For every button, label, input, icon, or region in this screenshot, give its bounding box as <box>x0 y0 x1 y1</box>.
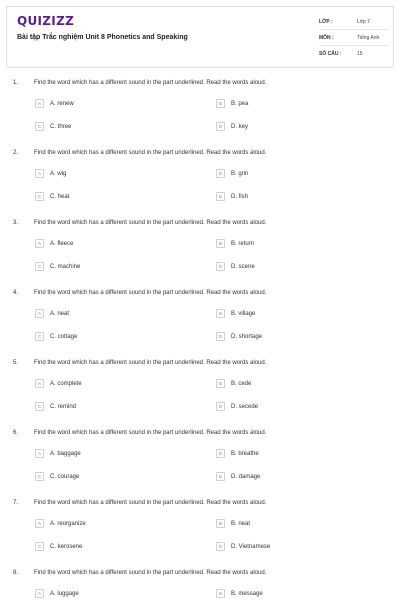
option-text: C. remind <box>50 403 77 410</box>
answer-option[interactable] <box>35 309 69 318</box>
answer-option[interactable] <box>35 379 82 388</box>
option-letter-box: B <box>216 449 225 458</box>
answer-option[interactable] <box>216 262 255 271</box>
option-letter-box: D <box>216 332 225 341</box>
option-text: B. return <box>231 240 255 247</box>
answer-option[interactable] <box>35 332 77 341</box>
option-letter-box: D <box>216 542 225 551</box>
option-text: C. three <box>50 123 72 130</box>
option-text: C. heat <box>50 193 70 200</box>
option-letter-box: C <box>35 262 44 271</box>
answer-option[interactable] <box>216 192 248 201</box>
answer-option[interactable] <box>35 192 69 201</box>
quizizz-logo: QUIZIZZ <box>17 14 75 28</box>
answer-option[interactable] <box>216 402 258 411</box>
option-letter-box: D <box>216 262 225 271</box>
meta-row-question-count <box>319 46 389 62</box>
option-letter-box: C <box>35 472 44 481</box>
worksheet-title: Bài tập Trắc nghiệm Unit 8 Phonetics and Speaking <box>17 34 188 41</box>
option-letter-box: D <box>216 122 225 131</box>
answer-option[interactable] <box>216 379 251 388</box>
option-text: B. message <box>231 590 263 597</box>
option-letter-box: B <box>216 519 225 528</box>
option-text: C. cottage <box>50 333 78 340</box>
option-text: B. grin <box>231 170 249 177</box>
question-number: 6. <box>13 430 19 436</box>
question-item <box>0 80 400 150</box>
question-item <box>0 220 400 290</box>
option-text: B. pea <box>231 100 249 107</box>
question-item <box>0 570 400 600</box>
option-text: C. kerosene <box>50 543 83 550</box>
answer-option[interactable] <box>216 99 248 108</box>
option-letter-box: A <box>35 309 44 318</box>
option-letter-box: D <box>216 402 225 411</box>
question-text: Find the word which has a different sound in the part underlined. Read the words aloud. <box>34 80 267 86</box>
meta-row-class <box>319 14 389 30</box>
option-text: D. fish <box>231 193 249 200</box>
answer-option[interactable] <box>35 542 82 551</box>
option-letter-box: A <box>35 519 44 528</box>
question-number: 3. <box>13 220 19 226</box>
option-text: A. fleece <box>50 240 74 247</box>
answer-option[interactable] <box>216 122 248 131</box>
question-text: Find the word which has a different sound in the part underlined. Read the words aloud. <box>34 150 267 156</box>
question-text: Find the word which has a different sound in the part underlined. Read the words aloud. <box>34 220 267 226</box>
option-text: C. machine <box>50 263 81 270</box>
option-letter-box: A <box>35 589 44 598</box>
option-letter-box: A <box>35 379 44 388</box>
option-text: B. village <box>231 310 256 317</box>
answer-option[interactable] <box>35 99 74 108</box>
option-text: A. reorganize <box>50 520 86 527</box>
option-text: A. renew <box>50 100 74 107</box>
question-item <box>0 360 400 430</box>
option-text: B. breathe <box>231 450 259 457</box>
meta-label: SỐ CÂU : <box>319 51 342 57</box>
meta-value: Tiếng Anh <box>357 34 380 41</box>
option-letter-box: C <box>35 542 44 551</box>
answer-option[interactable] <box>216 309 255 318</box>
option-letter-box: C <box>35 332 44 341</box>
option-letter-box: C <box>35 192 44 201</box>
option-letter-box: A <box>35 449 44 458</box>
meta-value: Lớp 7 <box>357 18 371 25</box>
question-text: Find the word which has a different sound in the part underlined. Read the words aloud. <box>34 290 267 296</box>
option-text: B. cede <box>231 380 252 387</box>
question-number: 1. <box>13 80 19 86</box>
meta-row-subject <box>319 30 389 46</box>
option-text: D. damage <box>231 473 261 480</box>
question-item <box>0 150 400 220</box>
meta-label: LỚP : <box>319 18 333 25</box>
question-number: 5. <box>13 360 19 366</box>
option-letter-box: B <box>216 309 225 318</box>
question-text: Find the word which has a different sound in the part underlined. Read the words aloud. <box>34 570 267 576</box>
option-text: A. wig <box>50 170 67 177</box>
answer-option[interactable] <box>216 472 260 481</box>
answer-option[interactable] <box>35 239 73 248</box>
answer-option[interactable] <box>216 239 254 248</box>
answer-option[interactable] <box>216 542 270 551</box>
question-item <box>0 290 400 360</box>
option-letter-box: C <box>35 122 44 131</box>
answer-option[interactable] <box>35 122 71 131</box>
question-number: 7. <box>13 500 19 506</box>
option-text: C. courage <box>50 473 80 480</box>
meta-value: 15 <box>357 51 363 57</box>
answer-option[interactable] <box>35 402 76 411</box>
option-text: D. key <box>231 123 249 130</box>
option-letter-box: A <box>35 169 44 178</box>
answer-option[interactable] <box>35 262 80 271</box>
option-letter-box: D <box>216 192 225 201</box>
answer-option[interactable] <box>35 449 81 458</box>
answer-option[interactable] <box>216 332 262 341</box>
question-item <box>0 500 400 570</box>
worksheet-header <box>6 6 394 68</box>
question-text: Find the word which has a different sound in the part underlined. Read the words aloud. <box>34 500 267 506</box>
answer-option[interactable] <box>216 589 263 598</box>
option-text: A. complete <box>50 380 82 387</box>
answer-option[interactable] <box>35 519 86 528</box>
option-letter-box: B <box>216 589 225 598</box>
question-text: Find the word which has a different sound in the part underlined. Read the words aloud. <box>34 360 267 366</box>
option-text: D. scene <box>231 263 255 270</box>
option-text: A. baggage <box>50 450 81 457</box>
option-letter-box: B <box>216 99 225 108</box>
question-number: 2. <box>13 150 19 156</box>
option-text: B. neat <box>231 520 251 527</box>
option-letter-box: B <box>216 379 225 388</box>
option-text: D. secede <box>231 403 259 410</box>
answer-option[interactable] <box>35 169 66 178</box>
option-letter-box: A <box>35 99 44 108</box>
option-letter-box: B <box>216 169 225 178</box>
meta-label: MÔN : <box>319 34 334 41</box>
question-text: Find the word which has a different sound in the part underlined. Read the words aloud. <box>34 430 267 436</box>
answer-option[interactable] <box>216 519 250 528</box>
question-item <box>0 430 400 500</box>
option-letter-box: B <box>216 239 225 248</box>
answer-option[interactable] <box>35 472 79 481</box>
option-text: D. shortage <box>231 333 263 340</box>
option-text: A. neat <box>50 310 70 317</box>
answer-option[interactable] <box>35 589 79 598</box>
worksheet-meta <box>319 14 389 62</box>
question-number: 4. <box>13 290 19 296</box>
option-text: A. luggage <box>50 590 79 597</box>
answer-option[interactable] <box>216 449 259 458</box>
option-text: D. Vietnamese <box>231 543 271 550</box>
answer-option[interactable] <box>216 169 248 178</box>
question-number: 8. <box>13 570 19 576</box>
option-letter-box: C <box>35 402 44 411</box>
option-letter-box: D <box>216 472 225 481</box>
option-letter-box: A <box>35 239 44 248</box>
